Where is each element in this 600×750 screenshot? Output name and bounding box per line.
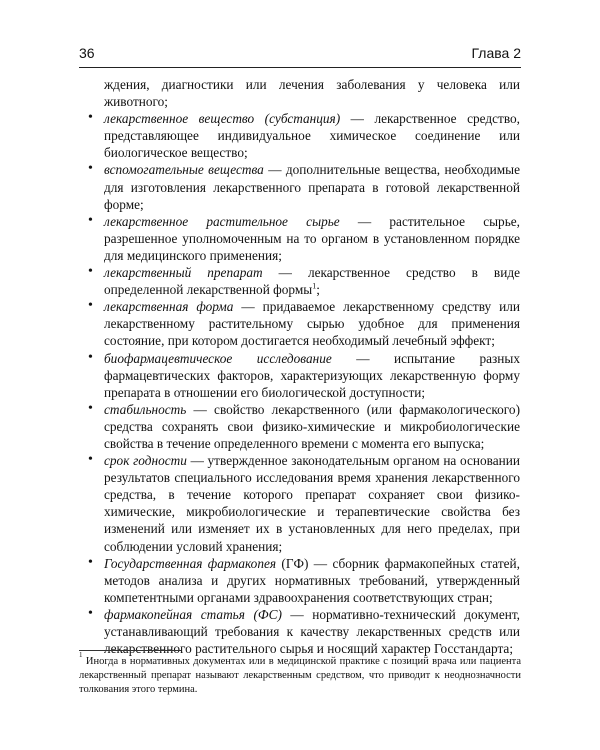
definition-term: стабильность bbox=[104, 401, 187, 417]
definition-item bbox=[88, 298, 520, 349]
bullet-icon: • bbox=[88, 161, 93, 177]
page-number: 36 bbox=[79, 45, 95, 61]
definition-item bbox=[88, 161, 520, 212]
definition-term: срок годности bbox=[104, 453, 187, 469]
definition-text: — свойство лекарственного (или фармакологического) средства сохранять свои физико-химические и микробиологические свойства в течение определенного времени с момента его выпуска; bbox=[104, 401, 520, 451]
definition-item bbox=[88, 349, 520, 401]
definition-item bbox=[88, 554, 520, 606]
definition-term: биофармацевтическое исследование bbox=[104, 350, 332, 366]
definition-text: — испытание разных фармацевтических факторов, характеризующих лекарственную форму препарата в отношении его биологической доступности; bbox=[104, 350, 520, 400]
definition-text: — придаваемое лекарственному средству или лекарственному растительному сырью удобное для применения состояние, при котором достигается необходимый лечебный эффект; bbox=[104, 299, 520, 349]
definition-term: лекарственная форма bbox=[104, 299, 234, 315]
bullet-icon: • bbox=[88, 298, 93, 314]
bullet-icon: • bbox=[88, 349, 93, 365]
definition-text: — лекарственное средство, представляющее индивидуальное химическое соединение или биологическое вещество; bbox=[104, 111, 520, 161]
definition-term: лекарственное растительное сырье bbox=[104, 213, 340, 229]
definition-text: — утвержденное законодательным органом на основании результатов специального исследования время хранения лекарственного средства, в течение которого препарат сохраняет свои физико-химические, микробиологические и терапевтические свойства без изменений или изменяет их в установленных для него пределах, при соблюдении условий хранения; bbox=[104, 453, 521, 554]
footnote-reference: 1 bbox=[312, 281, 317, 291]
main-text bbox=[88, 76, 521, 657]
definition-item bbox=[88, 452, 521, 555]
definition-term: лекарственное вещество (субстанция) bbox=[104, 111, 341, 127]
definition-item bbox=[88, 110, 520, 161]
header-rule bbox=[79, 67, 521, 68]
running-header bbox=[79, 45, 521, 65]
definition-text: — нормативно-технический документ, устанавливающий требования к качеству лекарственных средств или лекарственного растительного сырья и носящий характер Госстандарта; bbox=[104, 606, 520, 657]
chapter-title: Глава 2 bbox=[471, 45, 521, 61]
definition-text: — дополнительные вещества, необходимые для изготовления лекарственного препарата в готовой лекарственной форме; bbox=[104, 162, 520, 212]
definition-text: — лекарственное средство в виде определенной лекарственной формы bbox=[104, 265, 520, 298]
footnote-marker: 1 bbox=[79, 651, 83, 659]
definition-item bbox=[88, 212, 520, 264]
bullet-icon: • bbox=[88, 264, 93, 280]
bullet-icon: • bbox=[88, 554, 93, 570]
footnote bbox=[79, 651, 521, 696]
bullet-icon: • bbox=[88, 212, 93, 228]
definition-text: (ГФ) — сборник фармакопейных статей, методов анализа и других нормативных требований, утвержденный компетентными органами здравоохранения соответствующих стран; bbox=[104, 555, 520, 605]
bullet-icon: • bbox=[88, 110, 93, 126]
definition-term: лекарственный препарат bbox=[104, 265, 263, 281]
bullet-icon: • bbox=[88, 400, 93, 416]
footnote-rule bbox=[79, 650, 181, 651]
definition-tail: ; bbox=[316, 282, 320, 298]
continuation-text: ждения, диагностики или лечения заболевания у человека или животного; bbox=[104, 77, 520, 110]
footnote-text: Иногда в нормативных документах или в медицинской практике с позиций врача или пациента лекарственный препарат называют лекарственным средством, что приводит к неоднозначности толкования этого термина. bbox=[79, 656, 521, 695]
bullet-icon: • bbox=[88, 605, 93, 621]
definition-term: фармакопейная статья (ФС) bbox=[104, 606, 282, 622]
definition-text: — растительное сырье, разрешенное уполномоченным на то органом в установленном порядке для медицинского применения; bbox=[104, 213, 520, 263]
definition-item bbox=[88, 400, 520, 452]
definition-term: вспомогательные вещества bbox=[104, 162, 264, 178]
bullet-icon: • bbox=[88, 452, 93, 468]
definition-term: Государственная фармакопея bbox=[104, 555, 277, 571]
definition-item bbox=[88, 264, 520, 298]
